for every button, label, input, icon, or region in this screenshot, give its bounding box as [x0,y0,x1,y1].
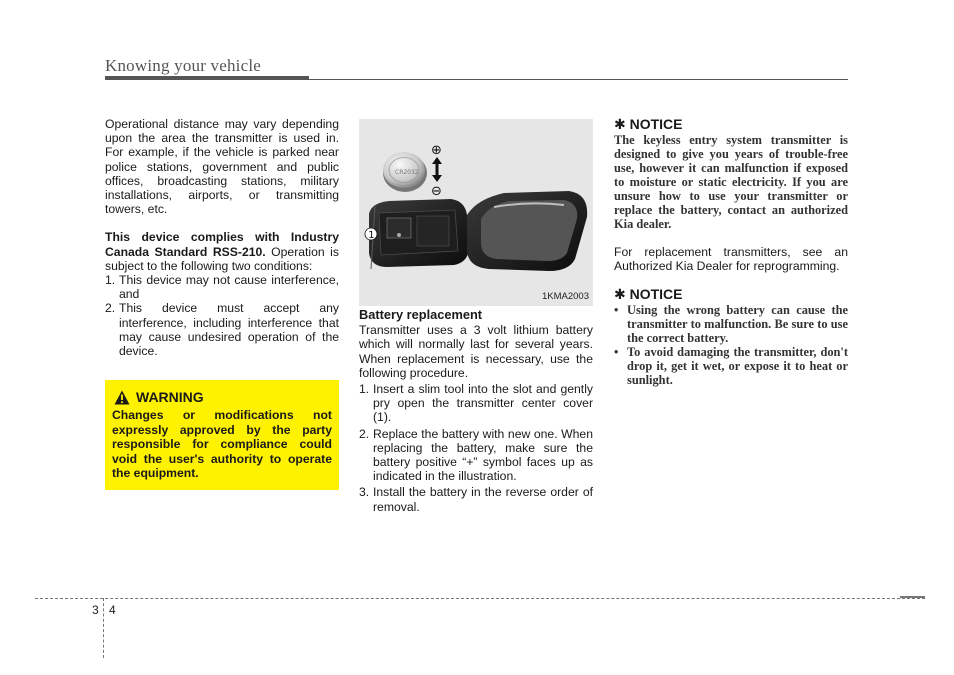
negative-symbol: ⊖ [431,184,442,199]
list-number: 2. [359,426,370,441]
conditions-list [105,273,339,358]
list-number: 1. [359,382,370,397]
footer-vertical-rule [103,598,104,658]
list-item [359,382,593,425]
list-item: • Using the wrong battery can cause the transmitter to malfunction. Be sure to use the correct battery. [614,303,848,345]
column-right [614,117,848,387]
positive-symbol: ⊕ [431,143,442,158]
page-number: 4 [109,603,116,617]
transmitter-base [369,199,469,269]
notice-title: ✱ NOTICE [614,116,683,132]
coin-battery-icon [383,152,427,192]
warning-title [114,389,204,405]
intro-paragraph: Operational distance may vary depending upon the area the transmitter is used in. For example, if the vehicle is parked near police stations, government and public offices, broadcasting stations, military installations, airports, or transmitting towers, etc. [105,117,339,217]
list-text: This device may not cause interference, and [119,273,339,302]
column-left [105,117,339,358]
list-text: Install the battery in the reverse order of removal. [373,485,593,514]
footer-rule-cap [900,596,925,598]
svg-text:CR2032: CR2032 [395,169,419,176]
compliance-rest: Operation is subject to the following two conditions: [105,244,339,273]
page-chapter: 3 [92,603,99,617]
insert-direction-arrows [432,157,442,182]
notice-bullets [614,303,848,387]
callout-label: 1 [368,230,375,241]
footer-dashed-rule [35,598,925,599]
page-header-title: Knowing your vehicle [105,56,262,75]
steps-list [359,382,593,514]
warning-box [105,380,339,490]
transmitter-cover [467,191,587,271]
replacement-paragraph: For replacement transmitters, see an Authorized Kia Dealer for reprogramming. [614,245,848,274]
list-text: Replace the battery with new one. When replacing the battery, make sure the battery positive “+” symbol faces up as indicated in the illustration. [373,426,593,484]
battery-intro: Transmitter uses a 3 volt lithium battery which will normally last for several years. When replacement is necessary, use the following procedure. [359,323,593,380]
list-item [359,485,593,513]
list-item [105,301,339,358]
column-middle [359,308,593,514]
header-rule [105,79,848,80]
list-number: 1. [105,273,116,288]
list-text: This device must accept any interference, including interference that may cause undesired operation of the device. [119,301,339,359]
warning-text: Changes or modifications not expressly approved by the party responsible for compliance could void the user's authority to operate the equipment. [112,408,332,481]
list-number: 3. [359,485,370,500]
list-item [105,273,339,301]
list-item: • To avoid damaging the transmitter, don't drop it, get it wet, or expose it to heat or sunlight. [614,345,848,387]
notice-title: ✱ NOTICE [614,285,683,302]
warning-title-text: WARNING [136,389,204,405]
list-text: Insert a slim tool into the slot and gently pry open the transmitter center cover (1). [373,382,593,425]
list-item [359,427,593,484]
compliance-bold: This device complies with Industry Canada Standard RSS-210. [105,230,339,259]
compliance-paragraph [105,230,339,273]
section-title: Battery replacement [359,307,483,322]
warning-triangle-icon [114,390,130,405]
notice-text: The keyless entry system transmitter is designed to give you years of trouble-free use, however it can malfunction if exposed to moisture or static electricity. If you are unsure how to use your transmitter or replace the battery, contact an authorized Kia dealer. [614,133,848,232]
transmitter-illustration [359,119,593,306]
figure-code: 1KMA2003 [541,291,589,302]
battery-replacement-illustration [359,119,593,306]
list-number: 2. [105,301,116,316]
